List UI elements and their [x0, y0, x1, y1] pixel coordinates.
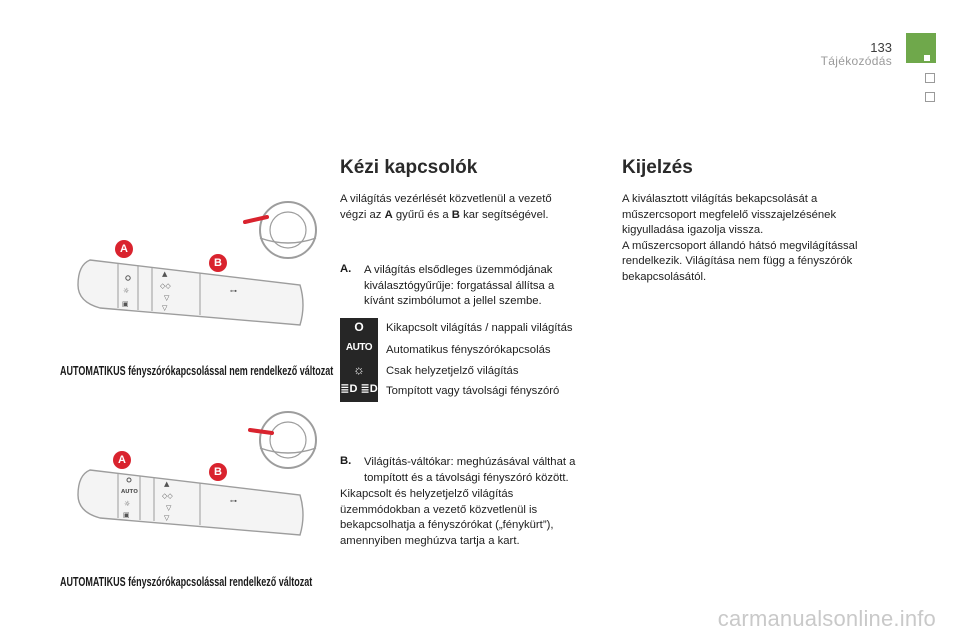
section-title: Tájékozódás: [820, 54, 892, 68]
badge-b: B: [209, 463, 227, 481]
headlamp-icon: ≣D ≣D: [340, 383, 378, 395]
chapter-tab[interactable]: [925, 73, 935, 83]
off-icon: O: [354, 320, 364, 334]
page-number: 133: [870, 40, 892, 55]
auto-icon: AUTO: [345, 342, 373, 353]
badge-a: A: [115, 240, 133, 258]
caption-auto-version: AUTOMATIKUS fényszórókapcsolással rendelkező változat: [60, 575, 313, 589]
stalk-indicator-mark: [250, 430, 272, 433]
watermark: carmanualsonline.info: [717, 606, 936, 631]
intro-line: A világítás vezérlését közvetlenül a vezető: [340, 193, 552, 205]
svg-text:▲: ▲: [164, 480, 170, 488]
svg-text:▽: ▽: [166, 504, 172, 512]
chapter-tab[interactable]: [925, 92, 935, 102]
caption-manual-version: AUTOMATIKUS fényszórókapcsolással nem rendelkező változat: [60, 364, 334, 378]
mode-side-lights-label: Csak helyzetjelző világítás: [386, 365, 519, 377]
badge-b: B: [209, 254, 227, 272]
svg-text:▣: ▣: [122, 300, 129, 308]
svg-text:▽: ▽: [164, 294, 170, 302]
svg-text:▽: ▽: [162, 304, 168, 312]
mode-auto-label: Automatikus fényszórókapcsolás: [386, 344, 551, 356]
stalk-illustration-2: [60, 400, 322, 550]
badge-a: A: [113, 451, 131, 469]
svg-text:▲: ▲: [162, 270, 168, 278]
svg-text:☼: ☼: [124, 500, 131, 508]
item-b-letter: B.: [340, 455, 352, 467]
intro-line: végzi az A gyűrű és a B kar segítségével.: [340, 208, 549, 221]
svg-text:☼: ☼: [123, 287, 130, 295]
section-heading-manual: Kézi kapcsolók: [340, 157, 478, 178]
stalk-auto-label: AUTO: [121, 489, 138, 495]
svg-text:⊶: ⊶: [230, 287, 237, 295]
intro-paragraph: [340, 192, 610, 223]
mode-headlamp-label: Tompított vagy távolsági fényszóró: [386, 385, 560, 397]
steering-wheel-icon: [260, 412, 316, 468]
ref-b: B: [451, 208, 460, 221]
mode-icon-strip: [340, 318, 378, 402]
stalk-body: [78, 470, 303, 535]
outro-paragraph: Kikapcsolt és helyzetjelző világítás üzemmódokban a vezető közvetlenül is bekapcsolhatja a fényszórókat („fénykürt”), amennyiben meghúzva tartja a kart.: [340, 488, 554, 547]
item-a-letter: A.: [340, 263, 352, 275]
stalk-indicator-mark: [245, 217, 267, 222]
steering-wheel-icon: [260, 202, 316, 258]
item-b-text: Világítás-váltókar: meghúzásával válthat a tompított és a távolsági fényszóró között.: [364, 456, 576, 484]
ref-a: A: [384, 208, 393, 221]
section-heading-display: Kijelzés: [622, 157, 693, 178]
svg-text:◇◇: ◇◇: [160, 282, 171, 290]
chapter-tab-active[interactable]: [906, 33, 936, 63]
svg-text:▣: ▣: [123, 511, 130, 519]
svg-text:▽: ▽: [164, 514, 170, 522]
item-a-text: A világítás elsődleges üzemmódjának kiválasztógyűrűje: forgatással állítsa a kívánt szimbólumot a jellel szembe.: [364, 264, 555, 307]
mode-off-label: Kikapcsolt világítás / nappali világítás: [386, 322, 573, 334]
stalk-body: [78, 260, 303, 325]
svg-text:◇◇: ◇◇: [162, 492, 173, 500]
svg-text:⊶: ⊶: [230, 497, 237, 505]
display-paragraph: A kiválasztott világítás bekapcsolását a műszercsoport megfelelő visszajelzésének kigyulladása igazolja vissza. A műszercsoport állandó hátsó megvilágítással rendelkezik. Világítása nem függ a fényszórók bekapcsolásától.: [622, 193, 858, 283]
side-lights-icon: ☼: [353, 362, 365, 377]
stalk-illustration-1: [60, 190, 322, 340]
